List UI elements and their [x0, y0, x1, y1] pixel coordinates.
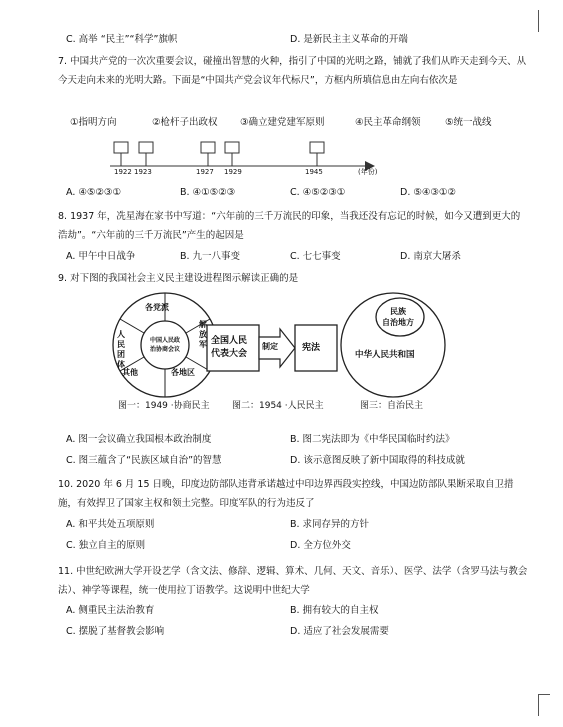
- fig1-segment-6: 各地区: [171, 368, 195, 377]
- q11-option-a[interactable]: A. 侧重民主法治教育: [66, 605, 155, 616]
- q6-option-d[interactable]: D. 是新民主主义革命的开端: [290, 34, 408, 45]
- fig1-center-line1: 中国人民政: [149, 337, 180, 344]
- year-1927: 1927: [196, 168, 214, 176]
- q7-stem: 7. 中国共产党的一次次重要会议，碰撞出智慧的火种，指引了中国的光明之路，铺就了我们从昨天走到今天、从今天走向未来的光明大路。下面是“中国共产党会议年代标尺”，方框内所填信息由左向右依次是: [58, 56, 527, 86]
- q10-option-a[interactable]: A. 和平共处五项原则: [66, 519, 155, 530]
- q8-option-c[interactable]: C. 七七事变: [290, 251, 341, 262]
- q8-stem: 8. 1937 年，冼星海在家书中写道：“六年前的三千万流民的印象，当我还没有忘记的时候，如今又遭到更大的浩劫”。“六年前的三千万流民”产生的起因是: [58, 211, 521, 241]
- q9-option-c[interactable]: C. 图三蕴含了“民族区域自治”的智慧: [66, 455, 222, 466]
- fig3-top-line2: 自治地方: [382, 318, 414, 327]
- fig2-arrow-label: 制定: [262, 342, 278, 351]
- fig2-box2: 宪法: [302, 343, 321, 353]
- q10-stem: 10. 2020 年 6 月 15 日晚，印度边防部队违背承诺越过中印边界西段实控线，中国边防部队果断采取自卫措施，有效捍卫了国家主权和领土完整。印度军队的行为违反了: [58, 479, 514, 509]
- q7-item-4: ④民主革命纲领: [355, 117, 421, 128]
- corner-mark-top-right: [538, 10, 553, 32]
- year-1922: 1922: [114, 168, 132, 176]
- year-1923: 1923: [134, 168, 152, 176]
- fig1-segment-3: 解放军: [199, 320, 207, 349]
- q7-option-c[interactable]: C. ④⑤②③①: [290, 187, 346, 198]
- q9-caption-2: 图二：1954 ·人民民主: [232, 401, 324, 411]
- fig2-box1-line2: 代表大会: [211, 349, 248, 359]
- corner-mark-bottom-right-h: [538, 694, 550, 695]
- timeline-box-2: [139, 142, 153, 166]
- q7-item-1: ①指明方向: [70, 117, 117, 128]
- fig2-box1-line1: 全国人民: [211, 336, 248, 346]
- q7-option-b[interactable]: B. ④①⑤②③: [180, 187, 236, 198]
- q9-caption-3: 图三：自治民主: [360, 401, 424, 411]
- year-1945: 1945: [305, 168, 323, 176]
- q7-item-3: ③确立建党建军原则: [240, 117, 325, 128]
- q8-option-b[interactable]: B. 九一八事变: [180, 251, 241, 262]
- fig3-top-line1: 民族: [390, 307, 406, 316]
- fig1-segment-1: 各党派: [145, 303, 169, 312]
- q10-option-d[interactable]: D. 全方位外交: [290, 540, 351, 551]
- q9-option-a[interactable]: A. 图一会议确立我国根本政治制度: [66, 434, 212, 445]
- corner-mark-bottom-right: [538, 694, 553, 716]
- q7-option-a[interactable]: A. ④⑤②③①: [66, 187, 121, 198]
- timeline-box-4: [225, 142, 239, 166]
- q7-option-d[interactable]: D. ⑤④③①②: [400, 187, 456, 198]
- q8-option-d[interactable]: D. 南京大屠杀: [400, 251, 461, 262]
- q6-option-c[interactable]: C. 高举 “民主”“科学”旗帜: [66, 34, 178, 45]
- timeline-box-1: [114, 142, 128, 166]
- year-1929: 1929: [224, 168, 242, 176]
- q8-option-a[interactable]: A. 甲午中日战争: [66, 251, 136, 262]
- q7-timeline: [110, 136, 440, 181]
- q7-item-5: ⑤统一战线: [445, 117, 492, 128]
- q9-option-b[interactable]: B. 图二宪法即为《中华民国临时约法》: [290, 434, 455, 445]
- q11-option-d[interactable]: D. 适应了社会发展需要: [290, 626, 389, 637]
- timeline-box-5: [310, 142, 324, 166]
- axis-label-year: (年份): [358, 168, 378, 176]
- q10-option-c[interactable]: C. 独立自主的原则: [66, 540, 146, 551]
- timeline-box-3: [201, 142, 215, 166]
- q9-option-d[interactable]: D. 该示意图反映了新中国取得的科技成就: [290, 455, 465, 466]
- q9-stem: 9. 对下图的我国社会主义民主建设进程图示解读正确的是: [58, 273, 299, 284]
- fig1-segment-5: 其他: [122, 368, 138, 377]
- q9-caption-1: 图一：1949 ·协商民主: [118, 401, 210, 411]
- fig3-bottom: 中华人民共和国: [355, 350, 415, 360]
- q10-option-b[interactable]: B. 求同存异的方针: [290, 519, 370, 530]
- q11-option-b[interactable]: B. 拥有较大的自主权: [290, 605, 379, 616]
- fig1-center-line2: 治协商会议: [149, 346, 180, 353]
- q7-item-2: ②枪杆子出政权: [152, 117, 218, 128]
- q11-option-c[interactable]: C. 摆脱了基督教会影响: [66, 626, 165, 637]
- fig1-segment-2: 人民团体: [117, 330, 125, 369]
- q11-stem: 11. 中世纪欧洲大学开设艺学（含文法、修辞、逻辑、算术、几何、天文、音乐）、医学、法学（含罗马法与教会法）、神学等课程，统一使用拉丁语教学。这说明中世纪大学: [58, 566, 528, 596]
